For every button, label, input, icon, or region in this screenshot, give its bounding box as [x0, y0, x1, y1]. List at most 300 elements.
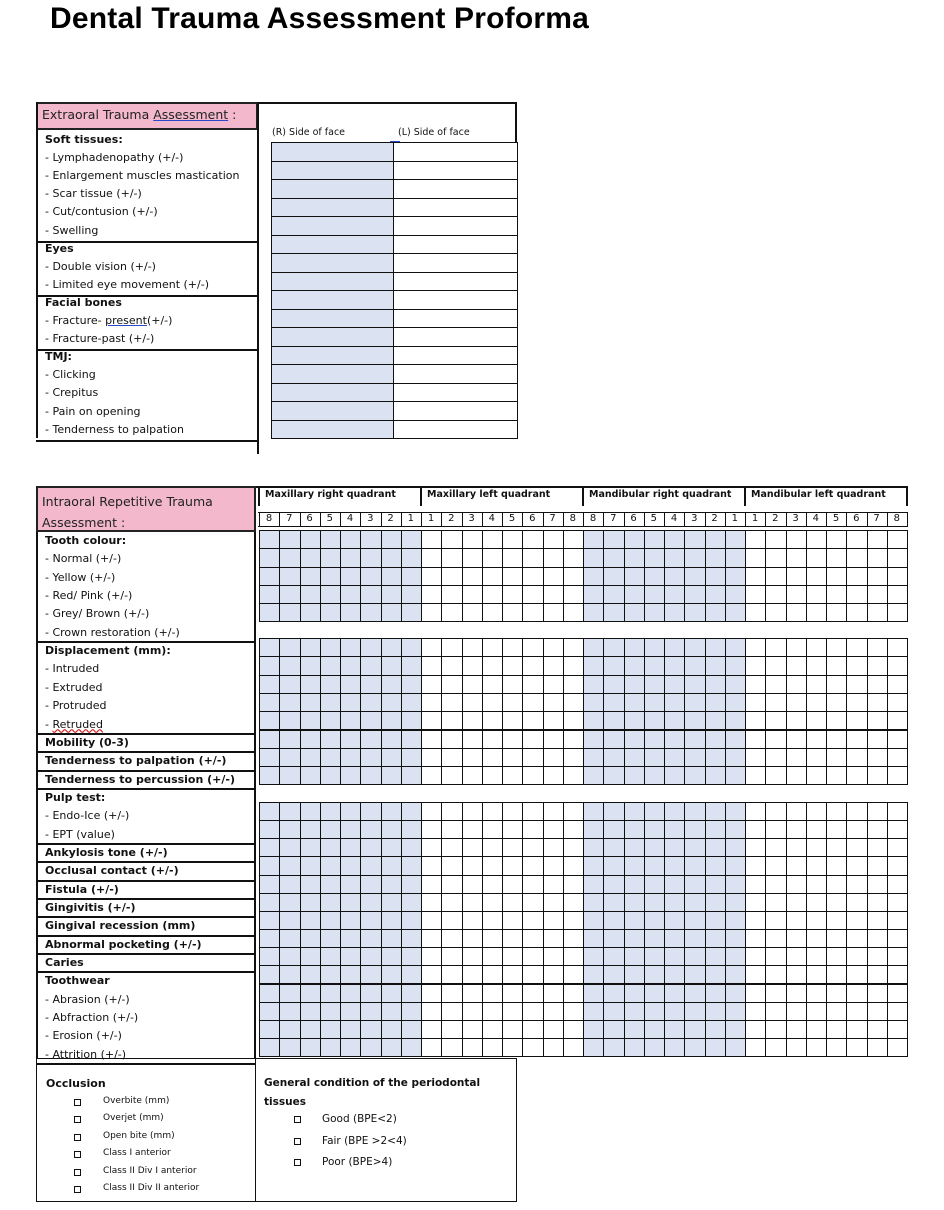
tooth-cell[interactable] — [765, 838, 786, 857]
tooth-cell[interactable] — [705, 730, 726, 749]
tooth-cell[interactable] — [421, 893, 442, 912]
tooth-cell[interactable] — [846, 656, 867, 675]
tooth-cell[interactable] — [259, 965, 280, 984]
tooth-cell[interactable] — [300, 802, 321, 821]
tooth-cell[interactable] — [624, 693, 645, 712]
tooth-cell[interactable] — [401, 1020, 422, 1039]
tooth-cell[interactable] — [421, 1002, 442, 1021]
tooth-cell[interactable] — [360, 911, 381, 930]
tooth-cell[interactable] — [320, 893, 341, 912]
tooth-cell[interactable] — [482, 911, 503, 930]
tooth-cell[interactable] — [279, 820, 300, 839]
tooth-cell[interactable] — [644, 1038, 665, 1057]
tooth-cell[interactable] — [401, 875, 422, 894]
tooth-cell[interactable] — [340, 567, 361, 586]
tooth-cell[interactable] — [786, 603, 807, 622]
tooth-cell[interactable] — [644, 1002, 665, 1021]
tooth-cell[interactable] — [603, 984, 624, 1003]
tooth-cell[interactable] — [583, 530, 604, 549]
tooth-cell[interactable] — [320, 585, 341, 604]
tooth-cell[interactable] — [279, 585, 300, 604]
tooth-cell[interactable] — [320, 911, 341, 930]
tooth-cell[interactable] — [583, 820, 604, 839]
tooth-cell[interactable] — [786, 567, 807, 586]
tooth-cell[interactable] — [462, 856, 483, 875]
tooth-cell[interactable] — [563, 730, 584, 749]
tooth-cell[interactable] — [421, 638, 442, 657]
tooth-cell[interactable] — [401, 838, 422, 857]
tooth-cell[interactable] — [603, 711, 624, 730]
tooth-cell[interactable] — [644, 530, 665, 549]
tooth-cell[interactable] — [482, 603, 503, 622]
tooth-cell[interactable] — [846, 548, 867, 567]
tooth-cell[interactable] — [806, 911, 827, 930]
tooth-cell[interactable] — [543, 748, 564, 767]
tooth-cell[interactable] — [705, 585, 726, 604]
tooth-cell[interactable] — [259, 585, 280, 604]
tooth-cell[interactable] — [259, 656, 280, 675]
tooth-cell[interactable] — [786, 1038, 807, 1057]
tooth-cell[interactable] — [867, 1020, 888, 1039]
tooth-cell[interactable] — [522, 548, 543, 567]
tooth-cell[interactable] — [360, 838, 381, 857]
tooth-cell[interactable] — [583, 911, 604, 930]
tooth-cell[interactable] — [887, 1020, 908, 1039]
tooth-cell[interactable] — [806, 748, 827, 767]
tooth-cell[interactable] — [522, 711, 543, 730]
tooth-cell[interactable] — [603, 947, 624, 966]
extraoral-cell-left[interactable] — [393, 364, 518, 384]
tooth-cell[interactable] — [340, 802, 361, 821]
tooth-cell[interactable] — [684, 530, 705, 549]
tooth-cell[interactable] — [644, 675, 665, 694]
tooth-cell[interactable] — [765, 929, 786, 948]
tooth-cell[interactable] — [583, 567, 604, 586]
tooth-cell[interactable] — [765, 911, 786, 930]
tooth-cell[interactable] — [705, 893, 726, 912]
tooth-cell[interactable] — [664, 838, 685, 857]
tooth-cell[interactable] — [846, 929, 867, 948]
tooth-cell[interactable] — [603, 929, 624, 948]
tooth-cell[interactable] — [786, 711, 807, 730]
tooth-cell[interactable] — [441, 1038, 462, 1057]
tooth-cell[interactable] — [887, 530, 908, 549]
tooth-cell[interactable] — [786, 638, 807, 657]
tooth-cell[interactable] — [340, 965, 361, 984]
tooth-cell[interactable] — [867, 1002, 888, 1021]
tooth-cell[interactable] — [745, 656, 766, 675]
tooth-cell[interactable] — [765, 603, 786, 622]
tooth-cell[interactable] — [300, 548, 321, 567]
tooth-cell[interactable] — [360, 893, 381, 912]
tooth-cell[interactable] — [745, 875, 766, 894]
occlusion-checkbox[interactable] — [74, 1134, 81, 1141]
tooth-cell[interactable] — [300, 875, 321, 894]
tooth-cell[interactable] — [482, 1038, 503, 1057]
tooth-cell[interactable] — [603, 856, 624, 875]
tooth-cell[interactable] — [421, 548, 442, 567]
tooth-cell[interactable] — [644, 965, 665, 984]
tooth-cell[interactable] — [705, 820, 726, 839]
tooth-cell[interactable] — [441, 656, 462, 675]
tooth-cell[interactable] — [583, 1038, 604, 1057]
tooth-cell[interactable] — [563, 675, 584, 694]
tooth-cell[interactable] — [441, 838, 462, 857]
tooth-cell[interactable] — [462, 711, 483, 730]
tooth-cell[interactable] — [300, 1038, 321, 1057]
extraoral-cell-left[interactable] — [393, 401, 518, 421]
tooth-cell[interactable] — [543, 947, 564, 966]
extraoral-cell-right[interactable] — [271, 290, 394, 310]
tooth-cell[interactable] — [522, 802, 543, 821]
tooth-cell[interactable] — [765, 530, 786, 549]
tooth-cell[interactable] — [705, 929, 726, 948]
tooth-cell[interactable] — [745, 1038, 766, 1057]
tooth-cell[interactable] — [522, 856, 543, 875]
tooth-cell[interactable] — [603, 875, 624, 894]
tooth-cell[interactable] — [259, 929, 280, 948]
tooth-cell[interactable] — [846, 530, 867, 549]
tooth-cell[interactable] — [684, 856, 705, 875]
tooth-cell[interactable] — [381, 820, 402, 839]
extraoral-cell-right[interactable] — [271, 179, 394, 199]
tooth-cell[interactable] — [603, 567, 624, 586]
tooth-cell[interactable] — [745, 838, 766, 857]
tooth-cell[interactable] — [462, 585, 483, 604]
tooth-cell[interactable] — [563, 911, 584, 930]
tooth-cell[interactable] — [543, 838, 564, 857]
tooth-cell[interactable] — [279, 911, 300, 930]
extraoral-cell-left[interactable] — [393, 161, 518, 181]
extraoral-cell-right[interactable] — [271, 364, 394, 384]
tooth-cell[interactable] — [826, 548, 847, 567]
tooth-cell[interactable] — [482, 856, 503, 875]
tooth-cell[interactable] — [441, 693, 462, 712]
tooth-cell[interactable] — [279, 893, 300, 912]
tooth-cell[interactable] — [644, 766, 665, 785]
tooth-cell[interactable] — [482, 820, 503, 839]
tooth-cell[interactable] — [846, 693, 867, 712]
tooth-cell[interactable] — [806, 856, 827, 875]
tooth-cell[interactable] — [259, 802, 280, 821]
tooth-cell[interactable] — [624, 893, 645, 912]
tooth-cell[interactable] — [502, 711, 523, 730]
tooth-cell[interactable] — [765, 984, 786, 1003]
tooth-cell[interactable] — [644, 585, 665, 604]
tooth-cell[interactable] — [381, 984, 402, 1003]
tooth-cell[interactable] — [603, 802, 624, 821]
extraoral-cell-right[interactable] — [271, 272, 394, 292]
tooth-cell[interactable] — [441, 530, 462, 549]
tooth-cell[interactable] — [482, 748, 503, 767]
tooth-cell[interactable] — [684, 585, 705, 604]
tooth-cell[interactable] — [806, 838, 827, 857]
tooth-cell[interactable] — [826, 693, 847, 712]
tooth-cell[interactable] — [806, 548, 827, 567]
tooth-cell[interactable] — [664, 585, 685, 604]
tooth-cell[interactable] — [320, 638, 341, 657]
extraoral-cell-right[interactable] — [271, 346, 394, 366]
tooth-cell[interactable] — [786, 656, 807, 675]
tooth-cell[interactable] — [786, 730, 807, 749]
tooth-cell[interactable] — [644, 893, 665, 912]
tooth-cell[interactable] — [340, 1038, 361, 1057]
tooth-cell[interactable] — [462, 984, 483, 1003]
tooth-cell[interactable] — [279, 693, 300, 712]
tooth-cell[interactable] — [887, 875, 908, 894]
tooth-cell[interactable] — [462, 748, 483, 767]
tooth-cell[interactable] — [543, 656, 564, 675]
tooth-cell[interactable] — [381, 965, 402, 984]
tooth-cell[interactable] — [300, 1002, 321, 1021]
tooth-cell[interactable] — [705, 856, 726, 875]
extraoral-cell-right[interactable] — [271, 327, 394, 347]
tooth-cell[interactable] — [563, 947, 584, 966]
tooth-cell[interactable] — [563, 585, 584, 604]
tooth-cell[interactable] — [401, 548, 422, 567]
tooth-cell[interactable] — [563, 567, 584, 586]
tooth-cell[interactable] — [259, 1020, 280, 1039]
tooth-cell[interactable] — [543, 603, 564, 622]
tooth-cell[interactable] — [401, 675, 422, 694]
tooth-cell[interactable] — [684, 802, 705, 821]
tooth-cell[interactable] — [684, 911, 705, 930]
tooth-cell[interactable] — [725, 856, 746, 875]
tooth-cell[interactable] — [320, 530, 341, 549]
tooth-cell[interactable] — [664, 567, 685, 586]
tooth-cell[interactable] — [705, 675, 726, 694]
tooth-cell[interactable] — [826, 567, 847, 586]
tooth-cell[interactable] — [745, 567, 766, 586]
tooth-cell[interactable] — [624, 603, 645, 622]
tooth-cell[interactable] — [725, 984, 746, 1003]
tooth-cell[interactable] — [360, 603, 381, 622]
tooth-cell[interactable] — [259, 567, 280, 586]
tooth-cell[interactable] — [320, 567, 341, 586]
tooth-cell[interactable] — [462, 893, 483, 912]
tooth-cell[interactable] — [421, 748, 442, 767]
tooth-cell[interactable] — [624, 656, 645, 675]
tooth-cell[interactable] — [279, 965, 300, 984]
tooth-cell[interactable] — [603, 548, 624, 567]
tooth-cell[interactable] — [887, 548, 908, 567]
tooth-cell[interactable] — [441, 766, 462, 785]
tooth-cell[interactable] — [765, 730, 786, 749]
tooth-cell[interactable] — [502, 585, 523, 604]
tooth-cell[interactable] — [340, 530, 361, 549]
tooth-cell[interactable] — [360, 947, 381, 966]
tooth-cell[interactable] — [867, 656, 888, 675]
tooth-cell[interactable] — [279, 548, 300, 567]
tooth-cell[interactable] — [786, 693, 807, 712]
tooth-cell[interactable] — [482, 893, 503, 912]
extraoral-cell-right[interactable] — [271, 216, 394, 236]
tooth-cell[interactable] — [806, 567, 827, 586]
tooth-cell[interactable] — [806, 984, 827, 1003]
tooth-cell[interactable] — [421, 730, 442, 749]
tooth-cell[interactable] — [320, 820, 341, 839]
tooth-cell[interactable] — [867, 638, 888, 657]
tooth-cell[interactable] — [846, 893, 867, 912]
tooth-cell[interactable] — [846, 1002, 867, 1021]
tooth-cell[interactable] — [887, 675, 908, 694]
tooth-cell[interactable] — [644, 1020, 665, 1039]
tooth-cell[interactable] — [664, 603, 685, 622]
tooth-cell[interactable] — [644, 548, 665, 567]
tooth-cell[interactable] — [381, 947, 402, 966]
tooth-cell[interactable] — [279, 1002, 300, 1021]
tooth-cell[interactable] — [279, 638, 300, 657]
tooth-cell[interactable] — [786, 911, 807, 930]
tooth-cell[interactable] — [583, 766, 604, 785]
tooth-cell[interactable] — [684, 711, 705, 730]
tooth-cell[interactable] — [765, 820, 786, 839]
tooth-cell[interactable] — [603, 530, 624, 549]
tooth-cell[interactable] — [502, 548, 523, 567]
tooth-cell[interactable] — [644, 748, 665, 767]
tooth-cell[interactable] — [583, 875, 604, 894]
tooth-cell[interactable] — [786, 893, 807, 912]
tooth-cell[interactable] — [300, 893, 321, 912]
tooth-cell[interactable] — [725, 638, 746, 657]
tooth-cell[interactable] — [583, 675, 604, 694]
tooth-cell[interactable] — [340, 548, 361, 567]
tooth-cell[interactable] — [603, 585, 624, 604]
tooth-cell[interactable] — [522, 893, 543, 912]
tooth-cell[interactable] — [583, 1002, 604, 1021]
tooth-cell[interactable] — [360, 1002, 381, 1021]
tooth-cell[interactable] — [786, 802, 807, 821]
tooth-cell[interactable] — [401, 730, 422, 749]
tooth-cell[interactable] — [583, 1020, 604, 1039]
tooth-cell[interactable] — [462, 675, 483, 694]
tooth-cell[interactable] — [543, 893, 564, 912]
tooth-cell[interactable] — [725, 947, 746, 966]
tooth-cell[interactable] — [259, 548, 280, 567]
tooth-cell[interactable] — [624, 820, 645, 839]
tooth-cell[interactable] — [421, 856, 442, 875]
tooth-cell[interactable] — [522, 947, 543, 966]
tooth-cell[interactable] — [279, 748, 300, 767]
tooth-cell[interactable] — [624, 748, 645, 767]
tooth-cell[interactable] — [259, 711, 280, 730]
tooth-cell[interactable] — [522, 984, 543, 1003]
tooth-cell[interactable] — [482, 766, 503, 785]
tooth-cell[interactable] — [765, 711, 786, 730]
tooth-cell[interactable] — [765, 893, 786, 912]
tooth-cell[interactable] — [462, 820, 483, 839]
tooth-cell[interactable] — [360, 711, 381, 730]
tooth-cell[interactable] — [806, 603, 827, 622]
tooth-cell[interactable] — [340, 638, 361, 657]
tooth-cell[interactable] — [543, 585, 564, 604]
tooth-cell[interactable] — [745, 820, 766, 839]
tooth-cell[interactable] — [401, 693, 422, 712]
tooth-cell[interactable] — [462, 530, 483, 549]
tooth-cell[interactable] — [401, 748, 422, 767]
tooth-cell[interactable] — [644, 567, 665, 586]
tooth-cell[interactable] — [806, 802, 827, 821]
tooth-cell[interactable] — [826, 748, 847, 767]
tooth-cell[interactable] — [826, 530, 847, 549]
tooth-cell[interactable] — [786, 856, 807, 875]
tooth-cell[interactable] — [846, 1038, 867, 1057]
tooth-cell[interactable] — [644, 802, 665, 821]
tooth-cell[interactable] — [300, 984, 321, 1003]
tooth-cell[interactable] — [583, 603, 604, 622]
tooth-cell[interactable] — [644, 820, 665, 839]
tooth-cell[interactable] — [786, 820, 807, 839]
tooth-cell[interactable] — [684, 947, 705, 966]
tooth-cell[interactable] — [360, 856, 381, 875]
tooth-cell[interactable] — [846, 585, 867, 604]
tooth-cell[interactable] — [502, 766, 523, 785]
tooth-cell[interactable] — [340, 838, 361, 857]
tooth-cell[interactable] — [360, 675, 381, 694]
tooth-cell[interactable] — [684, 965, 705, 984]
tooth-cell[interactable] — [846, 675, 867, 694]
tooth-cell[interactable] — [705, 947, 726, 966]
tooth-cell[interactable] — [745, 748, 766, 767]
tooth-cell[interactable] — [259, 603, 280, 622]
tooth-cell[interactable] — [664, 820, 685, 839]
tooth-cell[interactable] — [360, 585, 381, 604]
tooth-cell[interactable] — [543, 711, 564, 730]
tooth-cell[interactable] — [421, 567, 442, 586]
tooth-cell[interactable] — [846, 567, 867, 586]
extraoral-cell-right[interactable] — [271, 309, 394, 329]
tooth-cell[interactable] — [745, 965, 766, 984]
tooth-cell[interactable] — [867, 893, 888, 912]
tooth-cell[interactable] — [826, 603, 847, 622]
tooth-cell[interactable] — [664, 1038, 685, 1057]
tooth-cell[interactable] — [300, 730, 321, 749]
tooth-cell[interactable] — [826, 656, 847, 675]
tooth-cell[interactable] — [806, 820, 827, 839]
tooth-cell[interactable] — [300, 766, 321, 785]
tooth-cell[interactable] — [826, 820, 847, 839]
tooth-cell[interactable] — [624, 838, 645, 857]
tooth-cell[interactable] — [846, 820, 867, 839]
tooth-cell[interactable] — [583, 838, 604, 857]
tooth-cell[interactable] — [340, 893, 361, 912]
tooth-cell[interactable] — [401, 965, 422, 984]
tooth-cell[interactable] — [482, 838, 503, 857]
tooth-cell[interactable] — [745, 856, 766, 875]
tooth-cell[interactable] — [381, 748, 402, 767]
tooth-cell[interactable] — [583, 929, 604, 948]
tooth-cell[interactable] — [725, 1020, 746, 1039]
tooth-cell[interactable] — [583, 585, 604, 604]
tooth-cell[interactable] — [441, 675, 462, 694]
tooth-cell[interactable] — [745, 675, 766, 694]
tooth-cell[interactable] — [583, 656, 604, 675]
tooth-cell[interactable] — [441, 603, 462, 622]
tooth-cell[interactable] — [360, 748, 381, 767]
tooth-cell[interactable] — [806, 1002, 827, 1021]
tooth-cell[interactable] — [765, 1020, 786, 1039]
tooth-cell[interactable] — [664, 656, 685, 675]
tooth-cell[interactable] — [462, 802, 483, 821]
tooth-cell[interactable] — [745, 911, 766, 930]
tooth-cell[interactable] — [421, 603, 442, 622]
tooth-cell[interactable] — [279, 856, 300, 875]
tooth-cell[interactable] — [664, 1002, 685, 1021]
tooth-cell[interactable] — [563, 656, 584, 675]
tooth-cell[interactable] — [502, 675, 523, 694]
tooth-cell[interactable] — [664, 893, 685, 912]
tooth-cell[interactable] — [887, 693, 908, 712]
